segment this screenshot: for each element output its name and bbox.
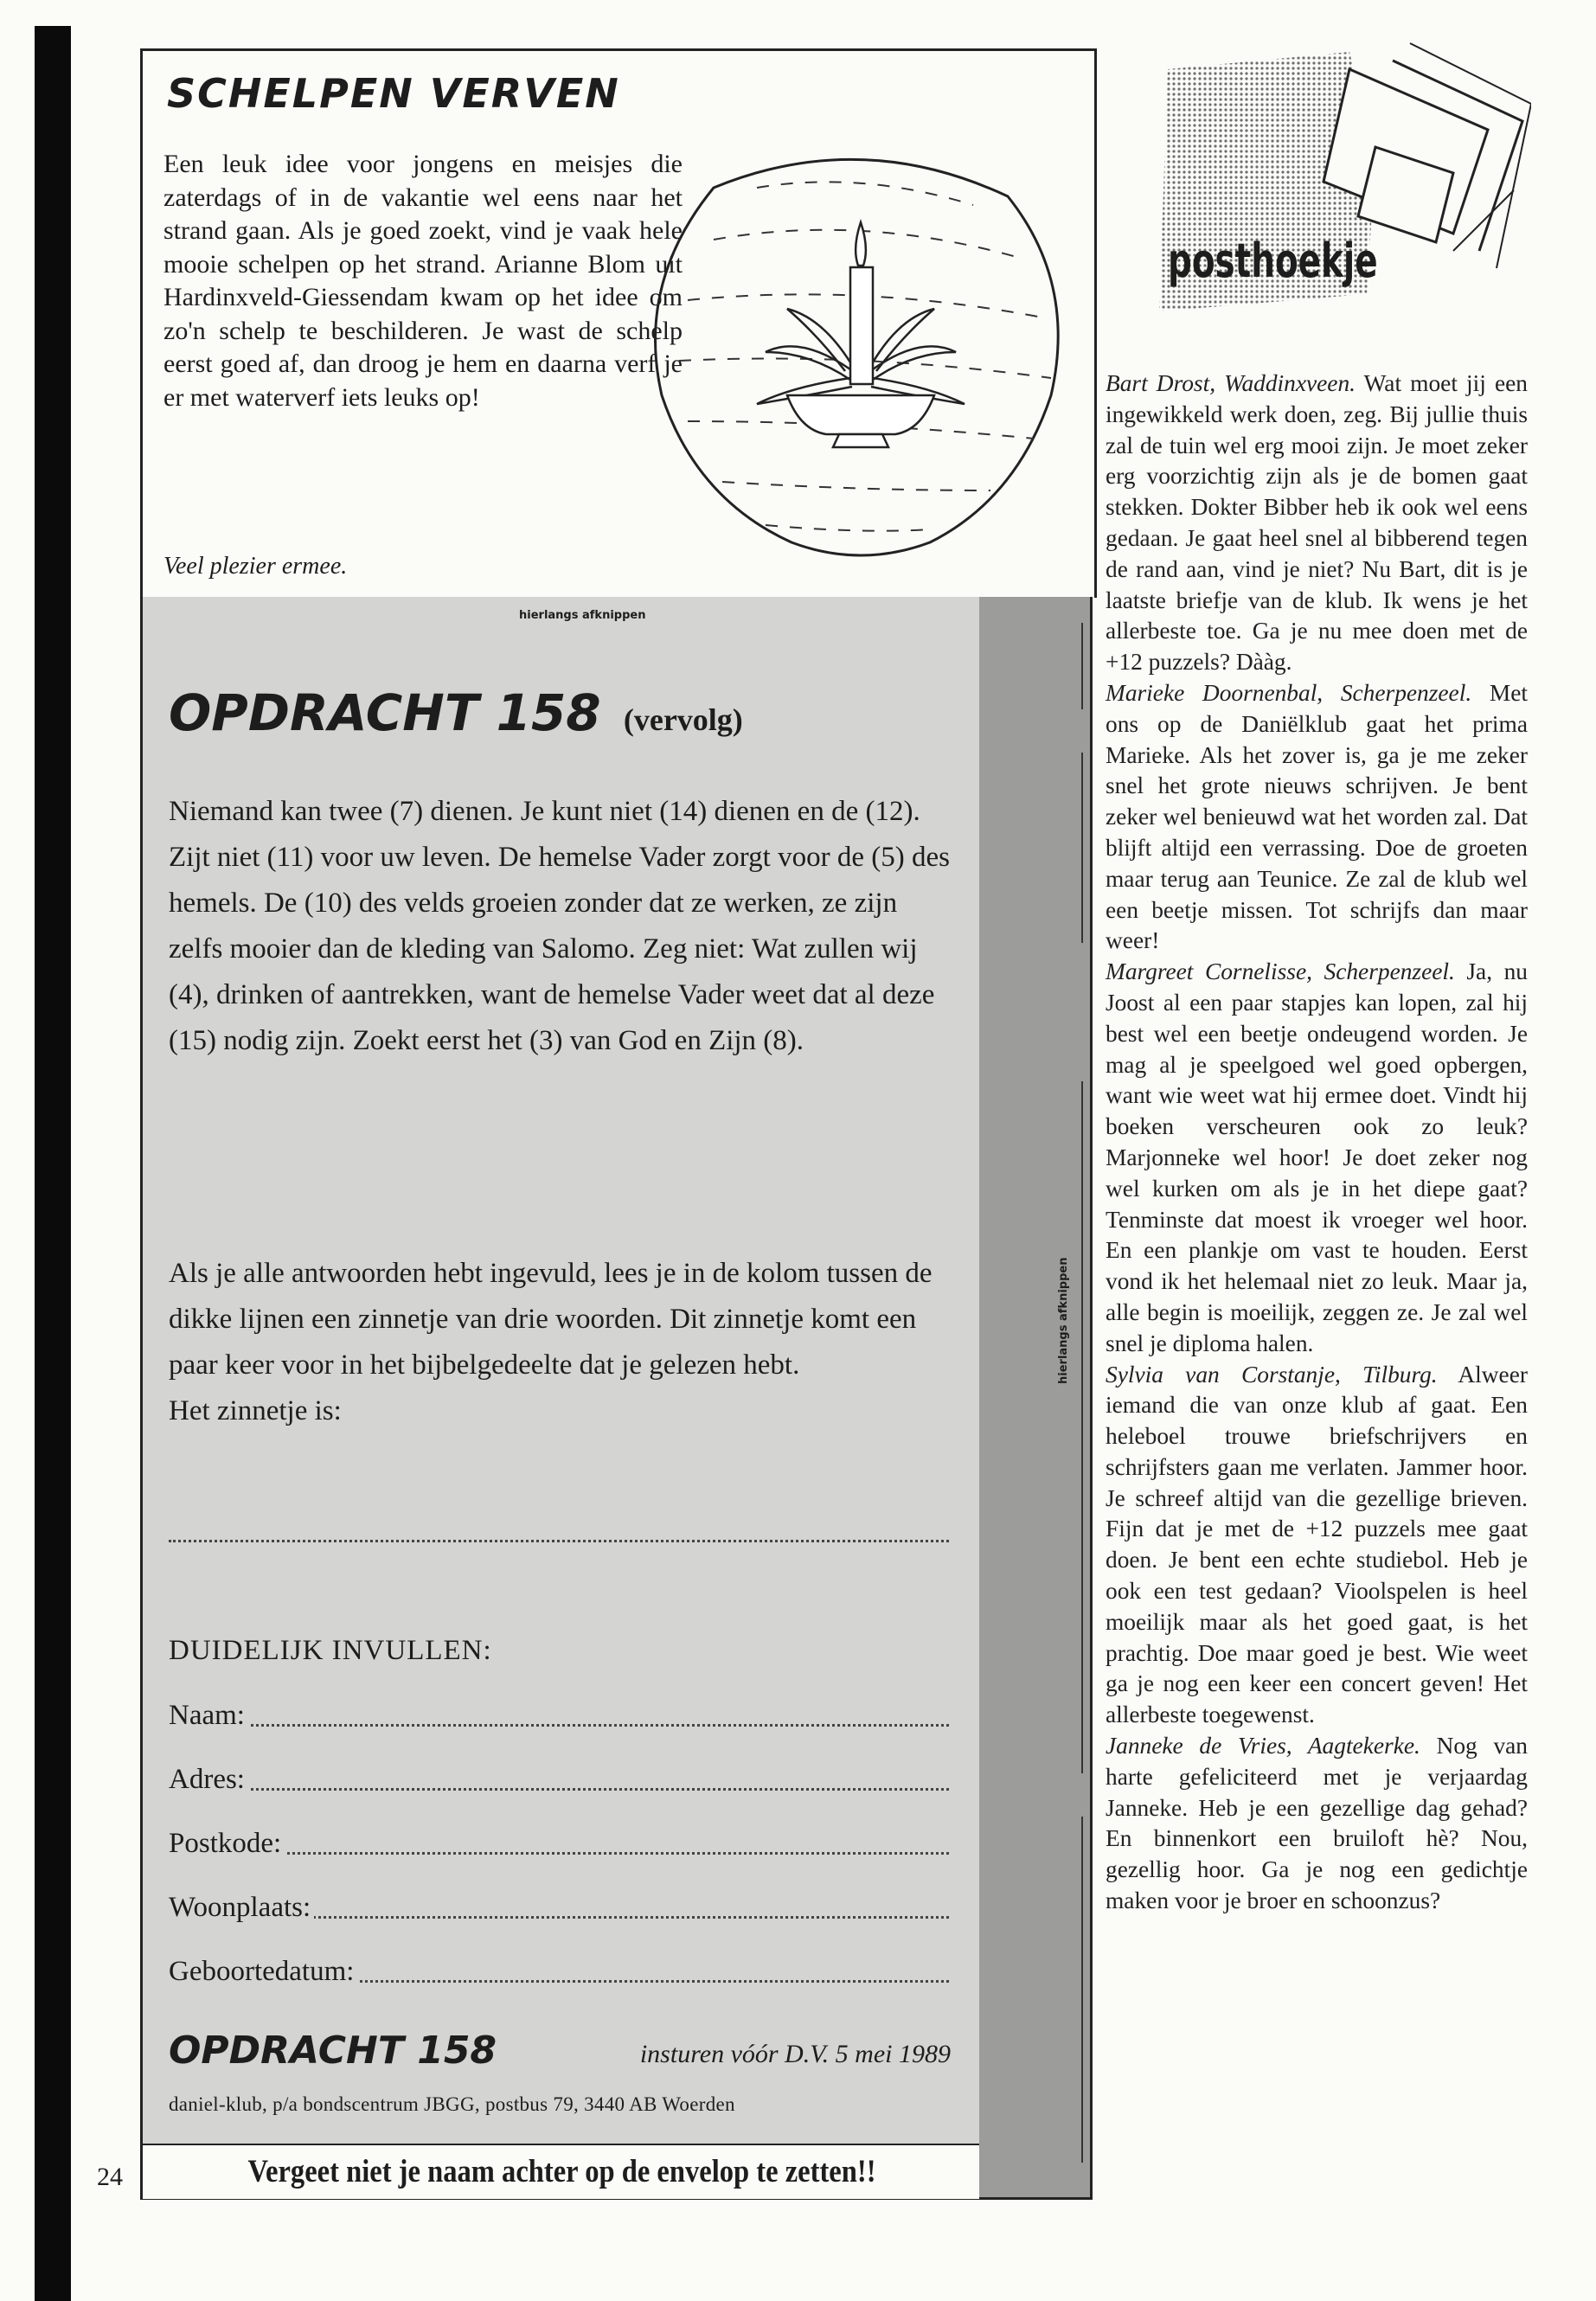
woonplaats-field[interactable] xyxy=(169,1888,949,1927)
letter-text: Ja, nu Joost al een paar stapjes kan lopen, zal hij best wel een beetje ondeugend worden. Je mag al je speelgoed wel goed opbergen, want wie weet wat hij ermee doet. Vindt hij boeken verscheuren ook zo leuk? Marjonneke wel hoor! Je doet zeker nog wel kurken om als je in het diepe gaat? Tenminste dat moest ik vroeger wel hoor. En een plankje om vast te houden. Eerst vond ik het helemaal niet zo leuk. Maar ja, alle begin is moeilijk, zeggen ze. Je zal wel snel je diploma halen. xyxy=(1106,958,1528,1356)
opdracht-paragraph-2-text: Als je alle antwoorden hebt ingevuld, lees je in de kolom tussen de dikke lijnen een zinnetje van drie woorden. Dit zinnetje komt een paar keer voor in het bijbelgedeelte dat je gelezen hebt. xyxy=(169,1258,933,1381)
letter-writer: Sylvia van Corstanje, Tilburg. xyxy=(1106,1361,1438,1388)
postkode-label: Postkode: xyxy=(169,1828,285,1860)
duidelijk-invullen-label: DUIDELIJK INVULLEN: xyxy=(169,1635,492,1666)
adres-label: Adres: xyxy=(169,1764,248,1796)
opdracht-footer-title: OPDRACHT 158 xyxy=(169,2029,497,2073)
cut-stripe xyxy=(979,597,1093,2200)
letter-writer: Bart Drost, Waddinxveen. xyxy=(1106,370,1356,396)
cut-label-side: hierlangs afknippen xyxy=(1057,1257,1070,1384)
schelpen-title: SCHELPEN VERVEN xyxy=(167,70,620,117)
zinnetje-label: Het zinnetje is: xyxy=(169,1395,342,1426)
geboortedatum-field[interactable] xyxy=(169,1952,949,1991)
letter-writer: Marieke Doornenbal, Scherpenzeel. xyxy=(1106,679,1472,706)
opdracht-title xyxy=(169,683,743,742)
naam-field[interactable] xyxy=(169,1695,949,1735)
letter-item xyxy=(1106,678,1528,957)
letter-item xyxy=(1106,1731,1528,1917)
margin-rule xyxy=(1081,753,1083,943)
zinnetje-answer-line[interactable] xyxy=(169,1540,949,1542)
schelpen-section xyxy=(140,48,1097,598)
letter-text: Wat moet jij een ingewikkeld werk doen, zeg. Bij jullie thuis zal de tuin wel erg mooi zijn. Je moet zeker erg voorzichtig zijn als je de bomen gaat stekken. Dokter Bibber heb ik ook wel eens gedaan. Je gaat heel snel al bibberend tegen de rand aan, vind je niet? Nu Bart, dit is je laatste briefje van de klub. Ik wens je het allerbeste toe. Ga je nu mee doen met de +12 puzzels? Dààg. xyxy=(1106,370,1528,676)
page-number: 24 xyxy=(97,2163,123,2191)
mailing-address: daniel-klub, p/a bondscentrum JBGG, postbus 79, 3440 AB Woerden xyxy=(169,2093,735,2115)
naam-label: Naam: xyxy=(169,1700,248,1732)
posthoekje-logo-graphic xyxy=(1151,35,1531,346)
posthoekje-letters xyxy=(1106,369,1528,1917)
opdracht-title-text: OPDRACHT 158 xyxy=(169,683,601,742)
adres-field[interactable] xyxy=(169,1759,949,1799)
opdracht-title-suffix: (vervolg) xyxy=(623,702,743,737)
margin-rule xyxy=(1081,623,1083,709)
margin-rule xyxy=(1081,1081,1083,1773)
reminder-text: Vergeet niet je naam achter op de envelop te zetten!! xyxy=(247,2154,877,2189)
insturen-deadline: insturen vóór D.V. 5 mei 1989 xyxy=(639,2040,951,2068)
cut-label-top: hierlangs afknippen xyxy=(519,609,646,622)
schelpen-text: Een leuk idee voor jongens en meisjes die zaterdags of in de vakantie wel eens naar het strand gaan. Als je goed zoekt, vind je vaak hele mooie schelpen op het strand. Arianne Blom uit Hardinxveld-Giessendam kwam op het idee om zo'n schelp te beschilderen. Je wast de schelp eerst goed af, dan droog je hem en daarna verf je er met waterverf iets leuks op! xyxy=(163,150,683,412)
letter-writer: Janneke de Vries, Aagtekerke. xyxy=(1106,1733,1420,1759)
painted-shell-illustration xyxy=(644,136,1077,560)
letter-item xyxy=(1106,1360,1528,1732)
opdracht-paragraph-1: Niemand kan twee (7) dienen. Je kunt niet (14) dienen en de (12). Zijt niet (11) voor uw leven. De hemelse Vader zorgt voor de (5) des hemels. De (10) des velds groeien zonder dat ze werken, ze zijn zelfs mooier dan de kleding van Salomo. Zeg niet: Wat zullen wij (4), drinken of aantrekken, want de hemelse Vader weet dat al deze (15) nodig zijn. Zoekt eerst het (3) van God en Zijn (8). xyxy=(169,796,950,1056)
letter-item xyxy=(1106,369,1528,678)
woonplaats-label: Woonplaats: xyxy=(169,1892,314,1924)
adres-line[interactable] xyxy=(169,1788,949,1791)
letter-item xyxy=(1106,957,1528,1359)
naam-line[interactable] xyxy=(169,1724,949,1727)
letter-text: Met ons op de Daniëlklub gaat het prima Marieke. Als het zover is, ga je me zeker snel het grote nieuws schrijven. Je bent zeker wel benieuwd wat het worden zal. Dat blijft altijd een verrassing. Doe de groeten maar terug aan Teunice. Ze zal de klub wel een beetje missen. Tot schrijfs dan maar weer! xyxy=(1106,679,1528,954)
opdracht-paragraph-2 xyxy=(169,1251,956,1434)
page-binding-edge xyxy=(35,26,71,2301)
reminder-banner xyxy=(143,2144,982,2199)
opdracht-form xyxy=(140,597,982,2200)
postkode-field[interactable] xyxy=(169,1823,949,1863)
letter-writer: Margreet Cornelisse, Scherpenzeel. xyxy=(1106,958,1455,985)
letter-text: Alweer iemand die van onze klub af gaat. Een heleboel trouwe briefschrijvers en schrijfsters gaan me verlaten. Jammer hoor. Je schreef altijd van die gezellige brieven. Fijn dat je met de +12 puzzels mee gaat doen. Je bent een echte studiebol. Heb je ook een test gedaan? Vioolspelen is heel moeilijk maar als het goed gaat, is het prachtig. Doe maar goed je best. Wie weet ga je nog een keer een concert geven! Het allerbeste toegewenst. xyxy=(1106,1361,1528,1728)
letter-text: Nog van harte gefeliciteerd met je verjaardag Janneke. Heb je een gezellige dag gehad? En binnenkort een bruiloft hè? Nou, gezellig hoor. Ga je nog een gedichtje maken voor je broer en schoonzus? xyxy=(1106,1733,1528,1914)
geboortedatum-label: Geboortedatum: xyxy=(169,1956,357,1988)
schelpen-sign: Veel plezier ermee. xyxy=(163,553,348,580)
posthoekje-logo-text: posthoekje xyxy=(1168,234,1378,288)
margin-rule xyxy=(1081,1817,1083,2163)
postkode-line[interactable] xyxy=(169,1852,949,1855)
